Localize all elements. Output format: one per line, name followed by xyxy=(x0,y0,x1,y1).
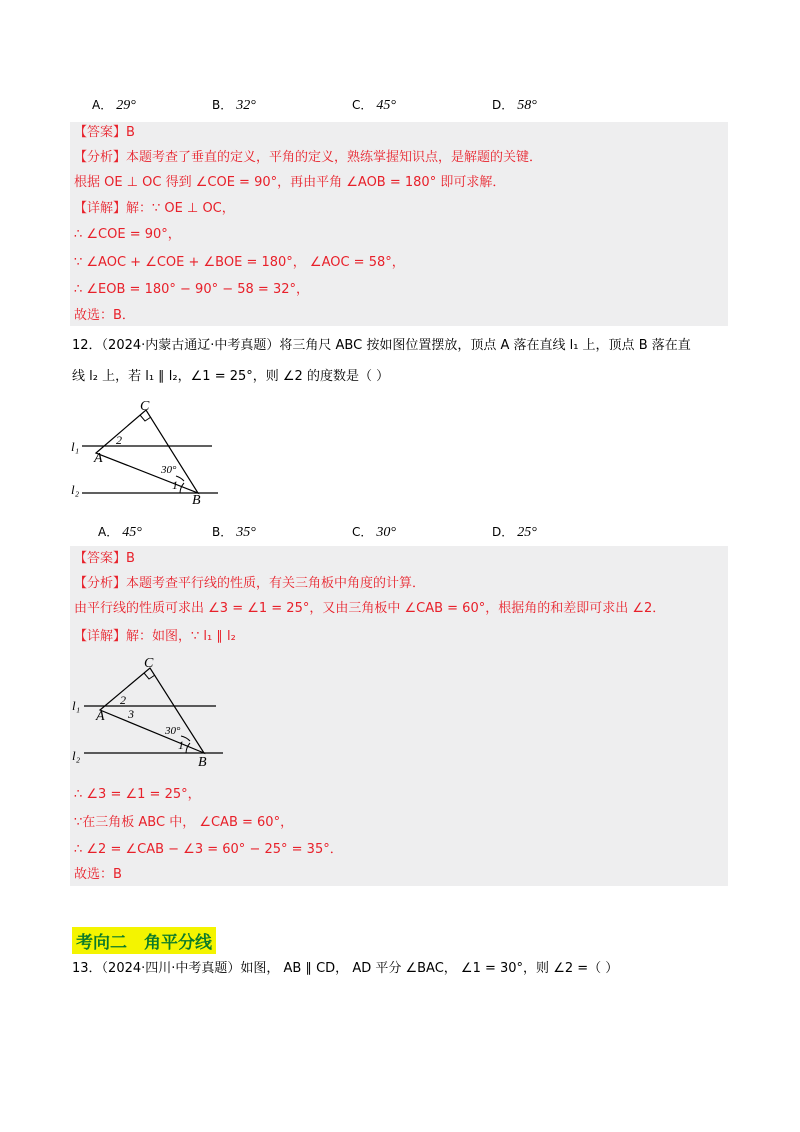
detail-header: 【详解】解：∵ OE ⊥ OC， xyxy=(74,201,235,216)
option-d: D． 25° xyxy=(492,525,537,540)
label-a: A xyxy=(94,451,103,466)
label-b: B xyxy=(198,755,207,770)
label-c: C xyxy=(144,656,154,671)
q12-triangle-figure xyxy=(66,396,226,508)
choose-line: 故选：B xyxy=(74,867,122,882)
q12-statement-line1: 12．（2024·内蒙古通辽·中考真题）将三角尺 ABC 按如图位置摆放，顶点 A 落在直线 l₁ 上，顶点 B 落在直 xyxy=(72,338,691,353)
step-line: ∵在三角板 ABC 中， ∠CAB = 60°， xyxy=(74,815,294,830)
label-a: A xyxy=(96,709,105,724)
label-l1: l₁ xyxy=(71,439,80,454)
option-a: A． 29° xyxy=(92,98,136,113)
analysis-body: 由平行线的性质可求出 ∠3 = ∠1 = 25°，又由三角板中 ∠CAB = 60°，根据角的和差即可求出 ∠2． xyxy=(74,601,666,616)
angle-1-arc xyxy=(180,483,184,493)
detail-header: 【详解】解：如图，∵ l₁ ∥ l₂ xyxy=(74,629,236,644)
q12-solution-box xyxy=(70,546,728,886)
answer-line: 【答案】B xyxy=(74,125,135,140)
triangle-abc xyxy=(100,668,204,753)
option-d: D． 58° xyxy=(492,98,537,113)
label-angle-1: 1 xyxy=(178,738,184,752)
option-a: A． 45° xyxy=(98,525,142,540)
step-line: ∴ ∠2 = ∠CAB − ∠3 = 60° − 25° = 35°． xyxy=(74,842,343,857)
label-30-degrees: 30° xyxy=(161,464,177,476)
label-angle-1: 1 xyxy=(172,478,178,492)
section-heading: 考向二 角平分线 xyxy=(72,927,216,954)
option-c: C． 30° xyxy=(352,525,396,540)
q13-statement: 13．（2024·四川·中考真题）如图， AB ∥ CD， AD 平分 ∠BAC， ∠1 = 30°，则 ∠2 =（ ） xyxy=(72,961,619,976)
option-c: C． 45° xyxy=(352,98,396,113)
analysis-title: 【分析】本题考查平行线的性质，有关三角板中角度的计算． xyxy=(74,576,426,591)
choose-line: 故选：B． xyxy=(74,308,135,323)
step-line: ∴ ∠3 = ∠1 = 25°， xyxy=(74,787,201,802)
q11-solution-box xyxy=(70,122,728,326)
step-line: ∵ ∠AOC + ∠COE + ∠BOE = 180°， ∠AOC = 58°， xyxy=(74,255,405,270)
step-line: ∴ ∠COE = 90°， xyxy=(74,227,181,242)
analysis-title: 【分析】本题考查了垂直的定义，平角的定义，熟练掌握知识点，是解题的关键． xyxy=(74,150,543,165)
label-b: B xyxy=(192,493,201,508)
option-b: B． 35° xyxy=(212,525,256,540)
label-c: C xyxy=(140,399,150,414)
option-b: B． 32° xyxy=(212,98,256,113)
triangle-abc xyxy=(96,410,198,493)
label-angle-2: 2 xyxy=(120,693,126,707)
label-l2: l₂ xyxy=(71,482,80,497)
analysis-body: 根据 OE ⊥ OC 得到 ∠COE = 90°，再由平角 ∠AOB = 180° 即可求解． xyxy=(74,175,506,190)
label-l1: l₁ xyxy=(72,698,81,713)
label-angle-2: 2 xyxy=(116,433,122,447)
q12-statement-line2: 线 l₂ 上，若 l₁ ∥ l₂，∠1 = 25°，则 ∠2 的度数是（ ） xyxy=(72,369,390,384)
step-line: ∴ ∠EOB = 180° − 90° − 58 = 32°， xyxy=(74,282,309,297)
q12-solution-figure xyxy=(66,656,231,774)
label-angle-3: 3 xyxy=(128,707,134,721)
label-l2: l₂ xyxy=(72,748,81,763)
angle-1-arc xyxy=(186,743,190,753)
answer-line: 【答案】B xyxy=(74,551,135,566)
label-30-degrees: 30° xyxy=(165,725,181,737)
